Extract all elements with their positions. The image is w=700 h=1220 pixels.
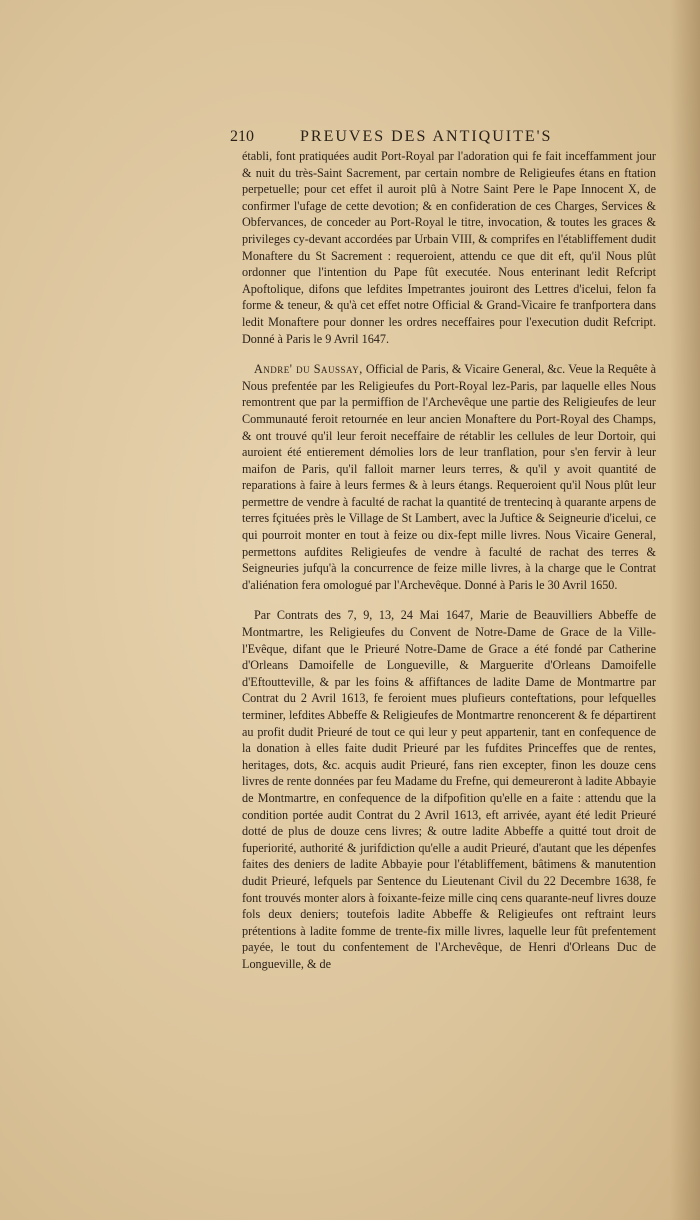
- page-spine-shadow: [670, 0, 700, 1220]
- page-header: [230, 128, 590, 146]
- paragraph-3-text: Par Contrats des 7, 9, 13, 24 Mai 1647, Marie de Beauvilliers Abbeffe de Montmartre, les Religieufes du Convent de Notre-Dame de Grace de la Ville-l'Evêque, difant que le Prieuré Notre-Dame de Grace a été fondé par Catherine d'Orleans Damoifelle de Longueville, & Marguerite d'Orleans Damoifelle d'Eftoutteville, & par les foins & affiftances de ladite Dame de Montmartre par Contrat du 2 Avril 1613, fe feroient mues plufieurs conteftations, pour lefquelles terminer, lefdites Abbeffe & Religieufes de Montmartre renoncerent & fe départirent au profit dudit Prieuré de tout ce qui leur y peut appartenir, tant en confequence de la donation à elles faite dudit Prieuré par les fufdites Princeffes que de rentes, heritages, dots, &c. acquis audit Prieuré, fans rien excepter, finon les douze cens livres de rente données par feu Madame du Frefne, qui demeureront à ladite Abbayie de Montmartre, en confequence de la difpofition qu'elle en a faite : attendu que la condition portée audit Contrat du 2 Avril 1613, eft arrivée, ayant été ledit Prieuré dotté de plus de douze cens livres; & outre ladite Abbeffe a quitté tout droit de fuperiorité, authorité & jurifdiction qu'elle a audit Prieuré, d'autant que les dépenfes faites des deniers de ladite Abbayie pour l'établiffement, bâtimens & manutention dudit Prieuré, lefquels par Sentence du Lieutenant Civil du 22 Decembre 1638, fe font trouvés monter alors à foixante-feize mille cinq cens quarante-neuf livres douze fols deux deniers; toutefois ladite Abbeffe & Religieufes ont reftraint leurs prétentions à ladite fomme de trente-fix mille livres, laquelle leur fût prefentement payée, le tout du confentement de l'Archevêque, de Henri d'Orleans Duc de Longueville, & de: [242, 608, 656, 971]
- paragraph-3: [242, 607, 656, 972]
- paragraph-1-text: établi, font pratiquées audit Port-Royal par l'adoration qui fe fait inceffamment jour & nuit du très-Saint Sacrement, par certain nombre de Religieufes étans en ftation perpetuelle; pour cet effet il auroit plû à Notre Saint Pere le Pape Innocent X, de confirmer l'ufage de cette devotion; & en confideration de ces Charges, Services & Obfervances, de conceder au Port-Royal le titre, invocation, & toutes les graces & privileges cy-devant accordées par Urbain VIII, & comprifes en l'établiffement dudit Monaftere du St Sacrement : requeroient, attendu ce que dit eft, qu'il Nous plût ordonner que l'intention du Pape fût executée. Nous enterinant ledit Refcript Apoftolique, difons que lefdites Impetrantes jouiront des Lettres d'icelui, felon fa forme & teneur, & qu'à cet effet notre Official & Grand-Vicaire fe tranfportera dans ledit Monaftere pour donner les ordres neceffaires pour l'execution dudit Refcript. Donné à Paris le 9 Avril 1647.: [242, 149, 656, 346]
- paragraph-2-lead: Andre' du Saussay,: [254, 362, 363, 377]
- page-number: 210: [230, 128, 254, 145]
- paragraph-2-text: Official de Paris, & Vicaire General, &c. Veue la Requête à Nous prefentée par les Religieufes du Port-Royal lez-Paris, par laquelle elles Nous remontrent que par la permiffion de l'Archevêque une partie des Religieufes de leur Communauté feroit retournée en leur ancien Monaftere du Port-Royal des Champs, & ont trouvé qu'il leur feroit neceffaire de rétablir les cellules de leur Dortoir, qui auroient été entierement démolies lors de leur tranflation, pour s'en fervir à leur maifon de Paris, qu'il falloit marner leurs terres, & qu'il y avoit quantité de reparations à faire à leurs fermes & à leurs étangs. Requeroient qu'il Nous plût leur permettre de vendre à faculté de rachat la quantité de trentecinq à quarante arpens de terres fçituées près le Village de St Lambert, avec la Juftice & Seigneurie d'icelui, ce qui pourroit monter en tout à feize ou dix-fept mille livres. Nous Vicaire General, permettons aufdites Religieufes de vendre à faculté de rachat des terres & Seigneuries jufqu'à la concurrence de feize mille livres, à la charge que le Contrat d'aliénation fera omologué par l'Archevêque. Donné à Paris le 30 Avril 1650.: [242, 362, 656, 592]
- paragraph-2: [242, 361, 656, 593]
- running-title: PREUVES DES ANTIQUITE'S: [300, 128, 553, 145]
- text-body: [242, 148, 656, 973]
- paragraph-1: [242, 148, 656, 347]
